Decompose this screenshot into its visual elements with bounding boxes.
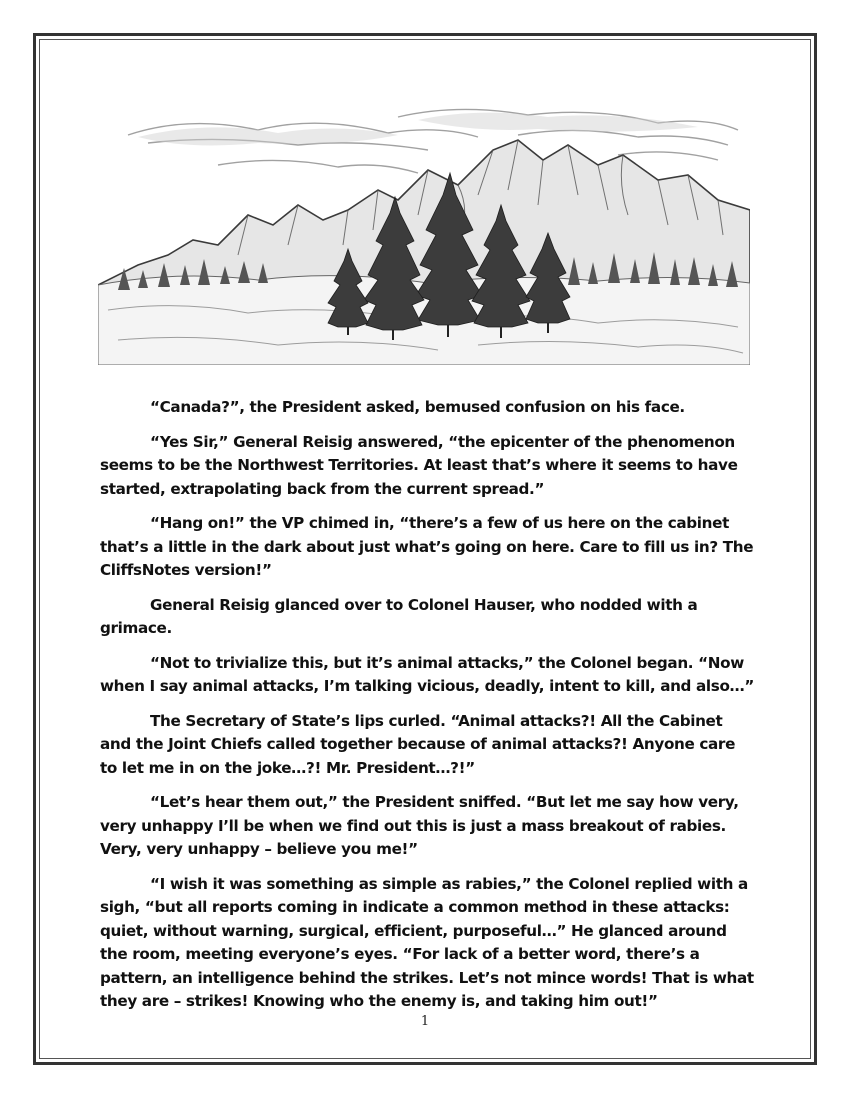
paragraph: The Secretary of State’s lips curled. “Animal attacks?! All the Cabinet and the Joint Chiefs called together because of animal attacks?! Anyone care to let me in on the joke…?! Mr. President…?!” <box>100 711 736 777</box>
story-text <box>100 396 755 1025</box>
paragraph: “I wish it was something as simple as rabies,” the Colonel replied with a sigh, “but all reports coming in indicate a common method in these attacks: quiet, without warning, surgical, efficient, purposeful…” He glanced around the room, meeting everyone’s eyes. “For lack of a better word, there’s a pattern, an intelligence behind the strikes. Let’s not mince words! That is what they are – strikes! Knowing who the enemy is, and taking him out!” <box>100 874 754 1010</box>
paragraph: “Let’s hear them out,” the President sniffed. “But let me say how very, very unhappy I’ll be when we find out this is just a mass breakout of rabies. Very, very unhappy – believe you me!” <box>100 793 739 858</box>
page-number: 1 <box>420 1014 430 1029</box>
paragraph: “Yes Sir,” General Reisig answered, “the epicenter of the phenomenon seems to be the Northwest Territories. At least that’s where it seems to have started, extrapolating back from the current spread.” <box>100 432 738 498</box>
mountain-forest-illustration <box>98 95 750 365</box>
paragraph: “Not to trivialize this, but it’s animal attacks,” the Colonel began. “Now when I say animal attacks, I’m talking vicious, deadly, intent to kill, and also…” <box>100 653 755 695</box>
paragraph: “Hang on!” the VP chimed in, “there’s a few of us here on the cabinet that’s a little in the dark about just what’s going on here. Care to fill us in? The CliffsNotes version!” <box>100 514 754 579</box>
paragraph: “Canada?”, the President asked, bemused confusion on his face. <box>150 398 685 416</box>
paragraph: General Reisig glanced over to Colonel Hauser, who nodded with a grimace. <box>100 595 698 637</box>
